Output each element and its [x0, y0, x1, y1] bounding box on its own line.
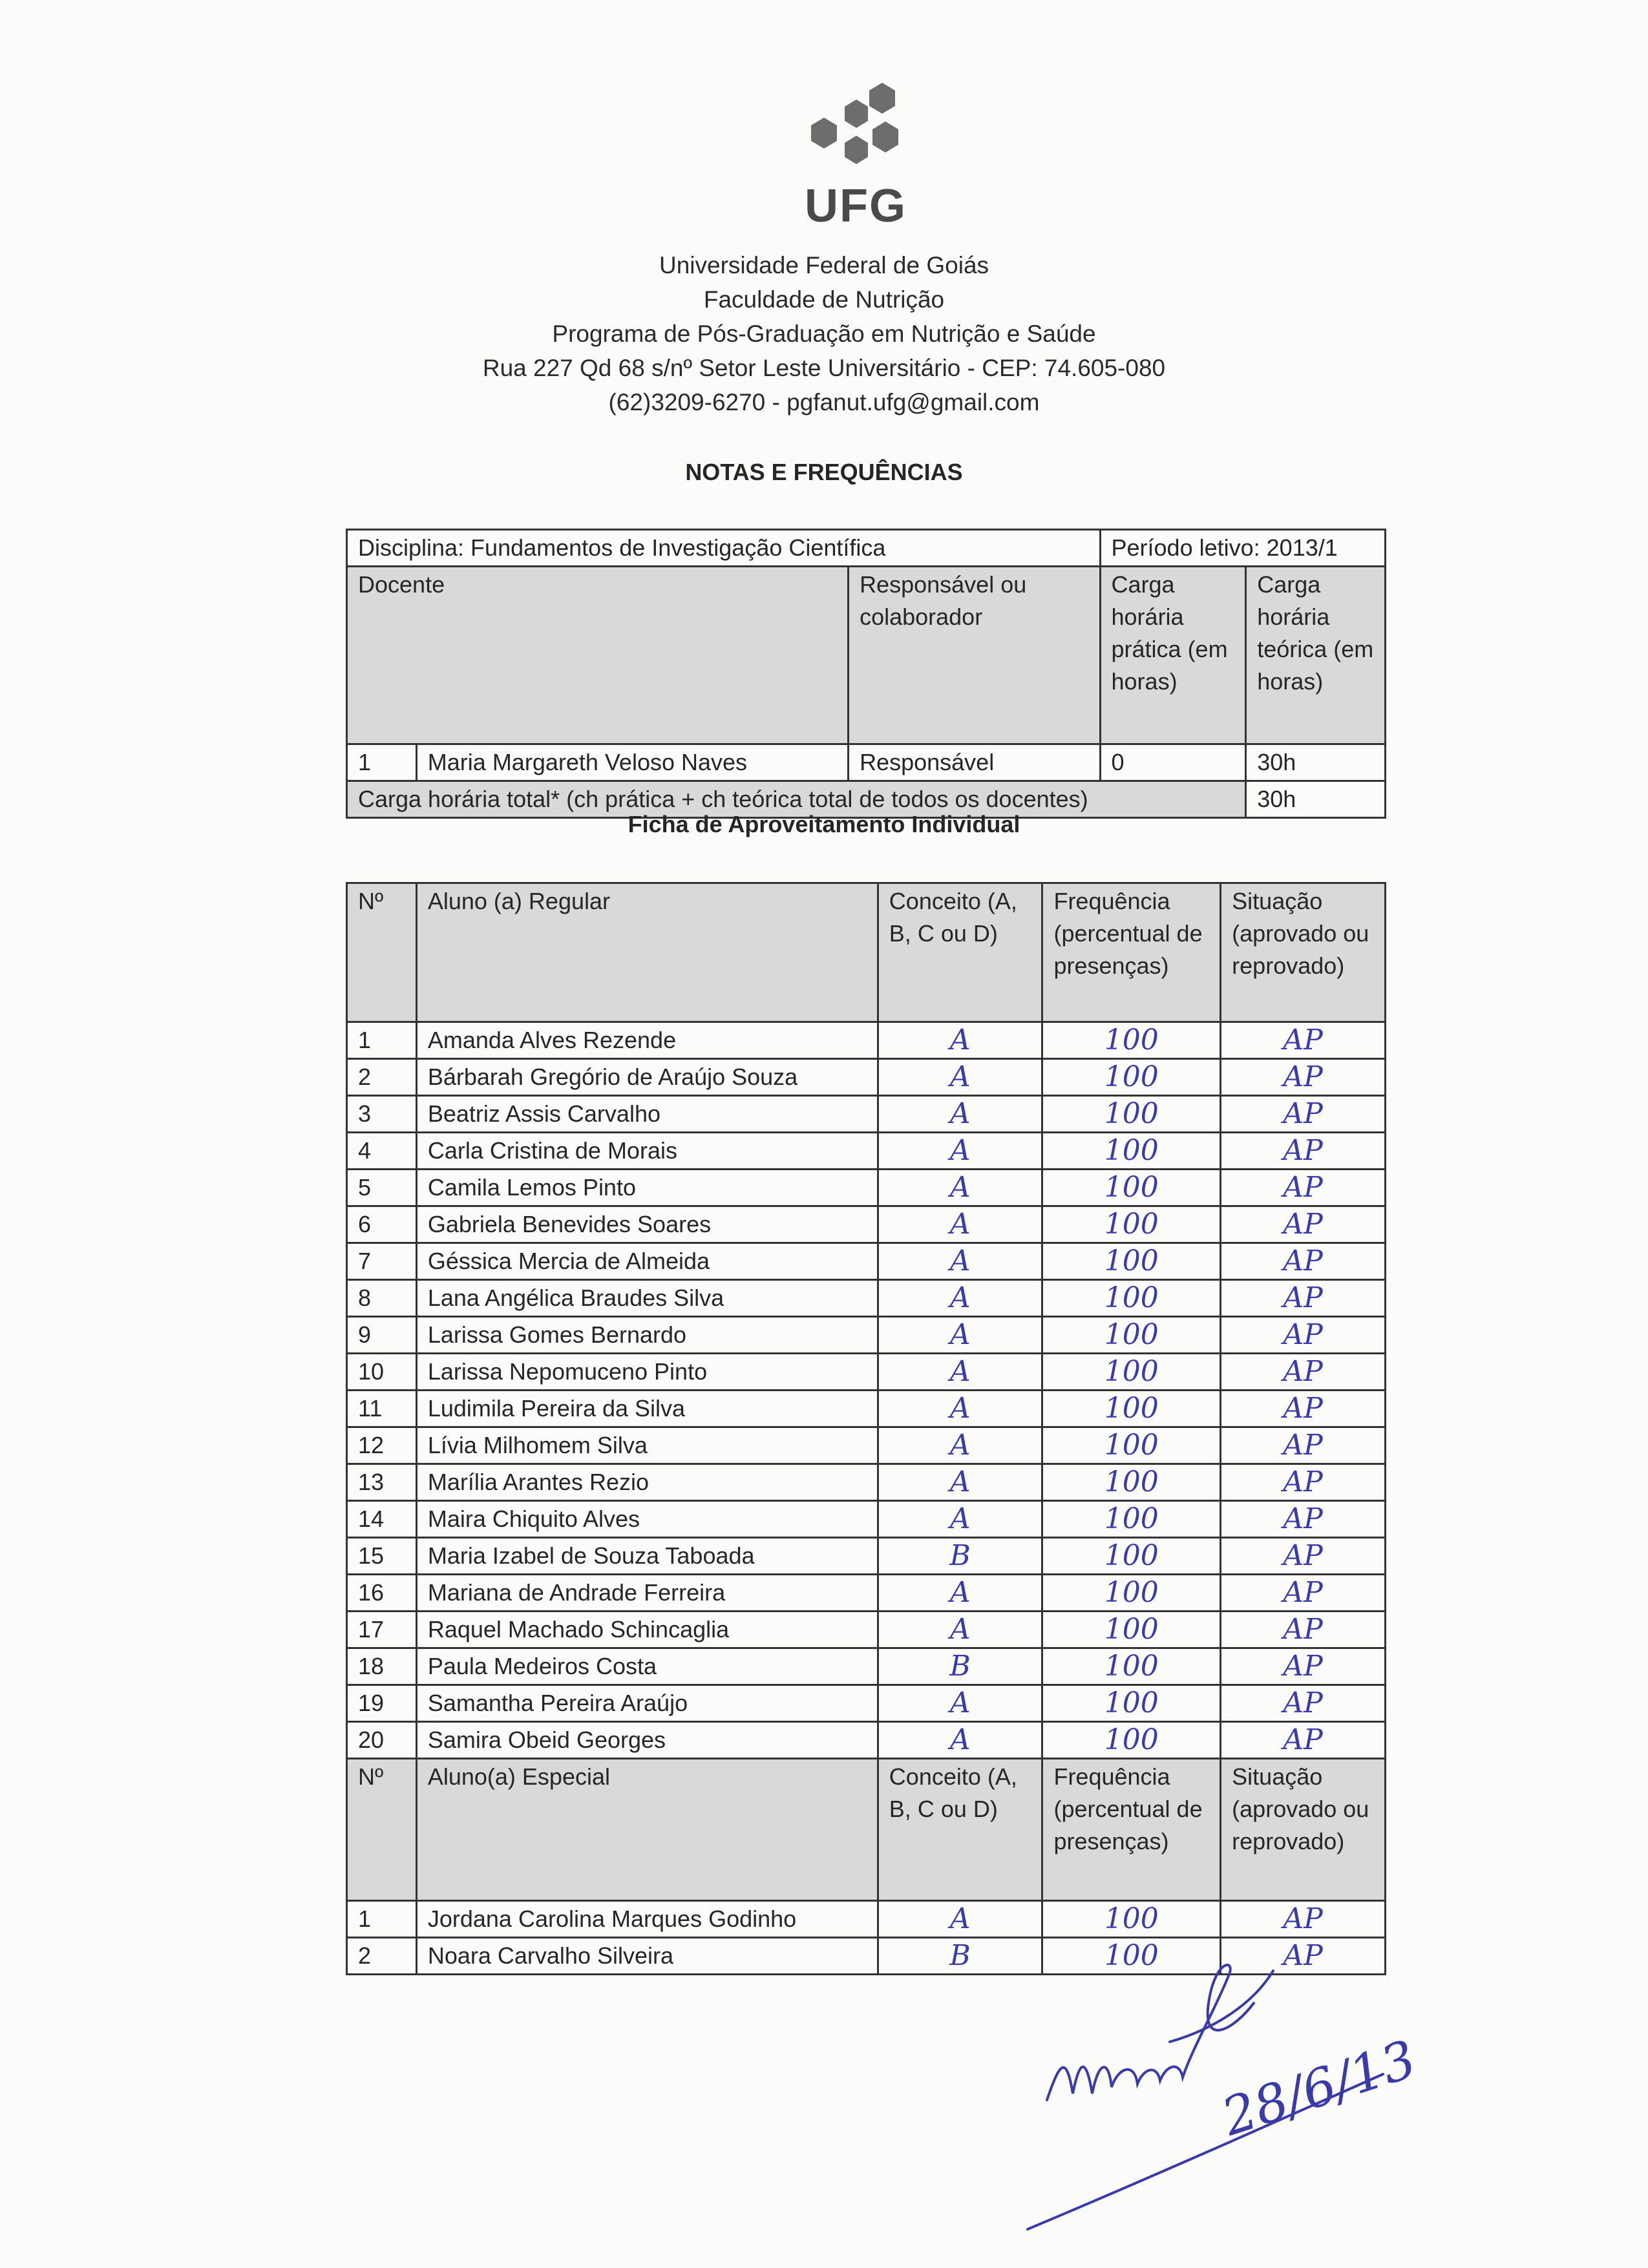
student-row [347, 1096, 1386, 1133]
student-grade: A [878, 1391, 1042, 1427]
student-number: 8 [347, 1280, 417, 1317]
student-status: AP [1221, 1096, 1386, 1133]
student-row [347, 1280, 1386, 1317]
header-status: Situação (aprovado ou reprovado) [1221, 883, 1386, 1022]
student-number: 13 [347, 1464, 417, 1501]
header-grade: Conceito (A, B, C ou D) [878, 883, 1042, 1022]
student-name: Raquel Machado Schincaglia [416, 1612, 878, 1648]
header-status: Situação (aprovado ou reprovado) [1221, 1759, 1386, 1901]
teacher-practical: 0 [1100, 744, 1246, 781]
student-name: Beatriz Assis Carvalho [416, 1096, 878, 1133]
student-grade: A [878, 1170, 1042, 1206]
student-name: Jordana Carolina Marques Godinho [416, 1901, 878, 1938]
student-name: Samantha Pereira Araújo [416, 1685, 878, 1722]
student-row [347, 1243, 1386, 1280]
student-status: AP [1221, 1538, 1386, 1575]
student-name: Larissa Gomes Bernardo [416, 1317, 878, 1354]
student-row [347, 1170, 1386, 1206]
faculty-name: Faculdade de Nutrição [703, 286, 945, 313]
teacher-theoretical: 30h [1246, 744, 1386, 781]
student-status: AP [1221, 1317, 1386, 1354]
student-attendance: 100 [1042, 1938, 1221, 1975]
student-status: AP [1221, 1722, 1386, 1759]
student-status: AP [1221, 1391, 1386, 1427]
student-grade: A [878, 1096, 1042, 1133]
student-grade: A [878, 1354, 1042, 1391]
student-name: Lana Angélica Braudes Silva [416, 1280, 878, 1317]
course-table [346, 529, 1386, 819]
student-number: 1 [347, 1022, 417, 1059]
student-grade: A [878, 1059, 1042, 1096]
student-number: 10 [347, 1354, 417, 1391]
student-number: 2 [347, 1938, 417, 1975]
student-attendance: 100 [1042, 1427, 1221, 1464]
student-grade: A [878, 1575, 1042, 1612]
student-row [347, 1612, 1386, 1648]
student-number: 17 [347, 1612, 417, 1648]
student-grade: B [878, 1538, 1042, 1575]
student-name: Carla Cristina de Morais [416, 1133, 878, 1170]
program-name: Programa de Pós-Graduação em Nutrição e Saúde [552, 320, 1096, 347]
student-name: Amanda Alves Rezende [416, 1022, 878, 1059]
period: Período letivo: 2013/1 [1100, 530, 1385, 567]
student-row [347, 1022, 1386, 1059]
student-status: AP [1221, 1901, 1386, 1938]
logo-text: UFG [805, 180, 907, 232]
student-row [347, 1722, 1386, 1759]
teacher-number: 1 [347, 744, 417, 781]
student-attendance: 100 [1042, 1317, 1221, 1354]
address: Rua 227 Qd 68 s/nº Setor Leste Universitário - CEP: 74.605-080 [482, 355, 1166, 381]
student-number: 1 [347, 1901, 417, 1938]
student-number: 7 [347, 1243, 417, 1280]
student-status: AP [1221, 1648, 1386, 1685]
student-row [347, 1685, 1386, 1722]
total-label: Carga horária total* (ch prática + ch teórica total de todos os docentes) [347, 781, 1246, 818]
student-status: AP [1221, 1243, 1386, 1280]
student-name: Maria Izabel de Souza Taboada [416, 1538, 878, 1575]
student-status: AP [1221, 1354, 1386, 1391]
student-status: AP [1221, 1427, 1386, 1464]
student-number: 12 [347, 1427, 417, 1464]
student-status: AP [1221, 1022, 1386, 1059]
student-row [347, 1501, 1386, 1538]
header-practical: Carga horária prática (em horas) [1100, 567, 1246, 744]
student-attendance: 100 [1042, 1391, 1221, 1427]
student-attendance: 100 [1042, 1612, 1221, 1648]
student-status: AP [1221, 1575, 1386, 1612]
contact: (62)3209-6270 - pgfanut.ufg@gmail.com [608, 389, 1040, 415]
header-docente: Docente [347, 567, 849, 744]
header-student: Aluno (a) Regular [416, 883, 878, 1022]
student-status: AP [1221, 1206, 1386, 1243]
student-attendance: 100 [1042, 1170, 1221, 1206]
discipline: Disciplina: Fundamentos de Investigação Científica [347, 530, 1101, 567]
student-row [347, 1133, 1386, 1170]
teacher-name: Maria Margareth Veloso Naves [416, 744, 848, 781]
student-attendance: 100 [1042, 1464, 1221, 1501]
student-grade: A [878, 1722, 1042, 1759]
signature-date: 28/6/13 [1215, 2028, 1424, 2148]
regular-section [347, 883, 1386, 1759]
student-attendance: 100 [1042, 1354, 1221, 1391]
teacher-role: Responsável [849, 744, 1100, 781]
student-status: AP [1221, 1133, 1386, 1170]
student-number: 3 [347, 1096, 417, 1133]
student-name: Géssica Mercia de Almeida [416, 1243, 878, 1280]
student-attendance: 100 [1042, 1538, 1221, 1575]
student-number: 15 [347, 1538, 417, 1575]
student-attendance: 100 [1042, 1022, 1221, 1059]
student-grade: B [878, 1938, 1042, 1975]
student-row [347, 1206, 1386, 1243]
student-name: Lívia Milhomem Silva [416, 1427, 878, 1464]
student-status: AP [1221, 1612, 1386, 1648]
student-name: Bárbarah Gregório de Araújo Souza [416, 1059, 878, 1096]
student-name: Camila Lemos Pinto [416, 1170, 878, 1206]
student-grade: A [878, 1464, 1042, 1501]
student-grade: A [878, 1317, 1042, 1354]
student-attendance: 100 [1042, 1059, 1221, 1096]
document-title: NOTAS E FREQUÊNCIAS [685, 459, 963, 485]
header-role: Responsável ou colaborador [849, 567, 1100, 744]
student-name: Ludimila Pereira da Silva [416, 1391, 878, 1427]
institution-name: Universidade Federal de Goiás [659, 252, 989, 278]
section-subtitle: Ficha de Aproveitamento Individual [628, 811, 1020, 837]
student-status: AP [1221, 1938, 1386, 1975]
student-row [347, 1427, 1386, 1464]
header-theoretical: Carga horária teórica (em horas) [1246, 567, 1386, 744]
student-attendance: 100 [1042, 1685, 1221, 1722]
student-row [347, 1317, 1386, 1354]
student-attendance: 100 [1042, 1243, 1221, 1280]
student-status: AP [1221, 1685, 1386, 1722]
student-attendance: 100 [1042, 1648, 1221, 1685]
student-number: 14 [347, 1501, 417, 1538]
student-grade: A [878, 1022, 1042, 1059]
student-row [347, 1391, 1386, 1427]
student-attendance: 100 [1042, 1722, 1221, 1759]
student-attendance: 100 [1042, 1280, 1221, 1317]
student-number: 5 [347, 1170, 417, 1206]
student-number: 18 [347, 1648, 417, 1685]
student-status: AP [1221, 1059, 1386, 1096]
header-attendance: Frequência (percentual de presenças) [1042, 883, 1221, 1022]
student-attendance: 100 [1042, 1501, 1221, 1538]
student-name: Maira Chiquito Alves [416, 1501, 878, 1538]
student-number: 11 [347, 1391, 417, 1427]
student-number: 9 [347, 1317, 417, 1354]
student-row [347, 1354, 1386, 1391]
student-attendance: 100 [1042, 1575, 1221, 1612]
student-grade: A [878, 1901, 1042, 1938]
student-name: Marília Arantes Rezio [416, 1464, 878, 1501]
student-status: AP [1221, 1280, 1386, 1317]
student-grade: A [878, 1685, 1042, 1722]
student-number: 20 [347, 1722, 417, 1759]
student-name: Paula Medeiros Costa [416, 1648, 878, 1685]
student-attendance: 100 [1042, 1133, 1221, 1170]
student-name: Samira Obeid Georges [416, 1722, 878, 1759]
student-status: AP [1221, 1501, 1386, 1538]
header-number: Nº [347, 883, 417, 1022]
header-student: Aluno(a) Especial [416, 1759, 878, 1901]
student-status: AP [1221, 1464, 1386, 1501]
student-grade: A [878, 1280, 1042, 1317]
student-attendance: 100 [1042, 1901, 1221, 1938]
header-grade: Conceito (A, B, C ou D) [878, 1759, 1042, 1901]
student-number: 2 [347, 1059, 417, 1096]
student-grade: A [878, 1133, 1042, 1170]
student-grade: B [878, 1648, 1042, 1685]
student-row [347, 1059, 1386, 1096]
student-number: 19 [347, 1685, 417, 1722]
student-number: 4 [347, 1133, 417, 1170]
student-row [347, 1575, 1386, 1612]
student-name: Noara Carvalho Silveira [416, 1938, 878, 1975]
header-attendance: Frequência (percentual de presenças) [1042, 1759, 1221, 1901]
student-name: Mariana de Andrade Ferreira [416, 1575, 878, 1612]
student-row [347, 1464, 1386, 1501]
student-grade: A [878, 1243, 1042, 1280]
header-number: Nº [347, 1759, 417, 1901]
student-row [347, 1648, 1386, 1685]
student-number: 6 [347, 1206, 417, 1243]
student-name: Larissa Nepomuceno Pinto [416, 1354, 878, 1391]
student-grade: A [878, 1501, 1042, 1538]
student-grade: A [878, 1427, 1042, 1464]
total-value: 30h [1246, 781, 1386, 818]
student-attendance: 100 [1042, 1096, 1221, 1133]
student-name: Gabriela Benevides Soares [416, 1206, 878, 1243]
student-number: 16 [347, 1575, 417, 1612]
student-row [347, 1538, 1386, 1575]
student-attendance: 100 [1042, 1206, 1221, 1243]
student-grade: A [878, 1612, 1042, 1648]
student-status: AP [1221, 1170, 1386, 1206]
students-table [346, 882, 1386, 1975]
student-grade: A [878, 1206, 1042, 1243]
